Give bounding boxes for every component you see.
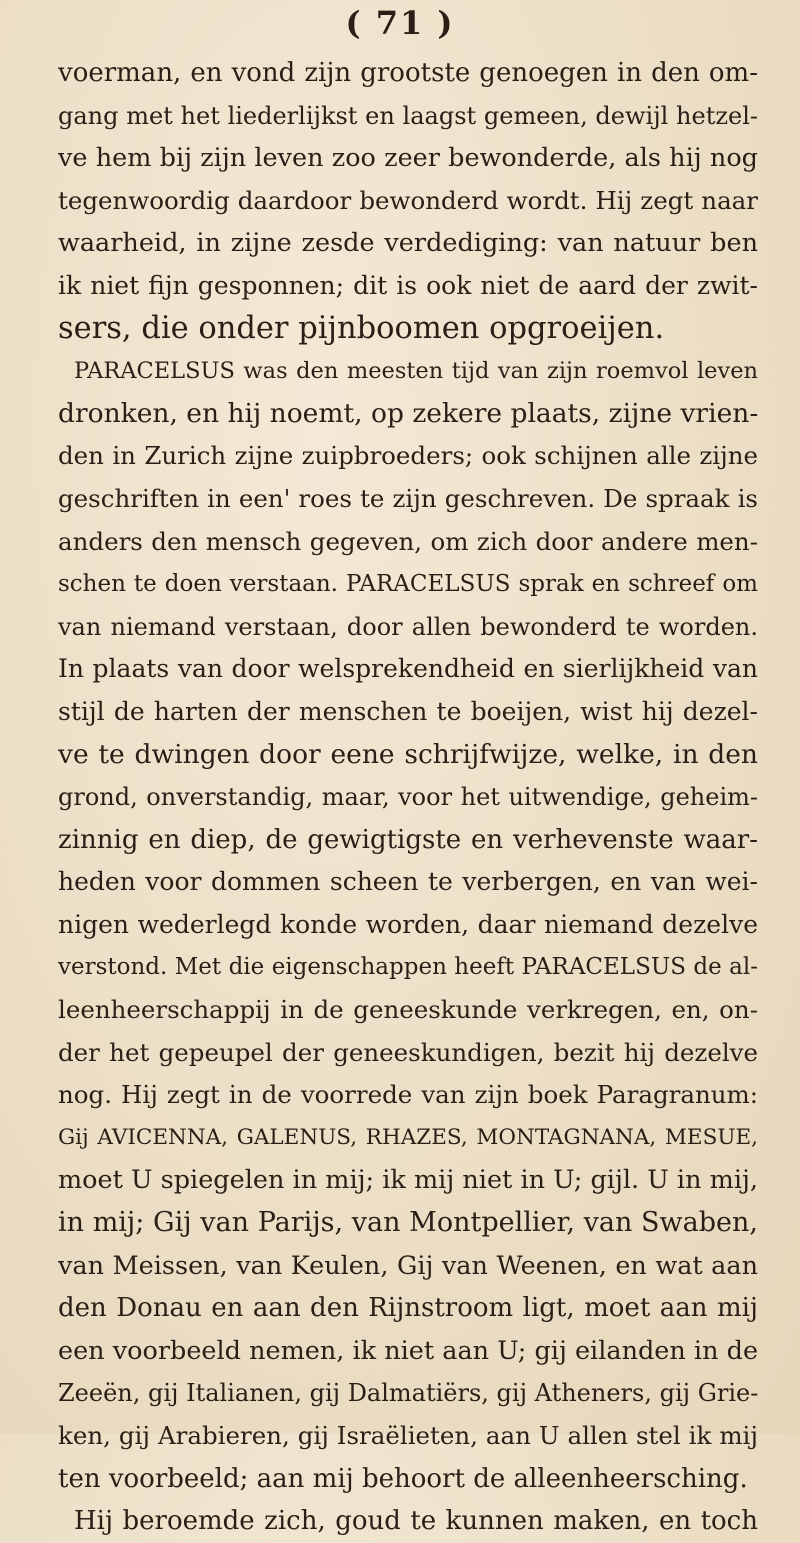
text-line: sers, die onder pijnboomen opgroeijen. [58,310,665,346]
text-line: voerman, en vond zijn grootste genoegen in den om- [58,58,758,88]
text-line: der het gepeupel der geneeskundigen, bezit hij dezelve [58,1037,758,1067]
text-line: moet U spiegelen in mij; ik mij niet in U; gijl. U in mij, [58,1165,758,1196]
text-line: ve te dwingen door eene schrijfwijze, welke, in den [58,738,758,770]
text-line: van niemand verstaan, door allen bewonderd te worden. [58,612,758,641]
text-line: ten voorbeeld; aan mij behoort de alleenheersching. [58,1463,748,1494]
text-line: gang met het liederlijkst en laagst gemeen, dewijl hetzel- [58,101,758,130]
body-text [58,52,758,1543]
text-line: schen te doen verstaan. PARACELSUS sprak en schreef om [58,571,758,598]
text-line: Zeeën, gij Italianen, gij Dalmatiërs, gij Atheners, gij Grie- [58,1379,758,1408]
text-line: ken, gij Arabieren, gij Israëlieten, aan U allen stel ik mij [58,1421,758,1450]
text-line: tegenwoordig daardoor bewonderd wordt. Hij zegt naar [58,185,758,215]
text-line: PARACELSUS was den meesten tijd van zijn roemvol leven [74,358,758,385]
text-line: heden voor dommen scheen te verbergen, en van wei- [58,867,758,897]
text-line: leenheerschappij in de geneeskunde verkregen, en, on- [58,995,758,1025]
text-line: grond, onverstandig, maar, voor het uitwendige, geheim- [58,783,758,812]
text-line: een voorbeeld nemen, ik niet aan U; gij eilanden in de [58,1335,758,1366]
text-line: nigen wederlegd konde worden, daar niemand dezelve [58,909,758,939]
page-number: ( 71 ) [345,4,455,42]
text-line: van Meissen, van Keulen, Gij van Weenen, en wat aan [58,1250,758,1281]
text-line: zinnig en diep, de gewigtigste en verhevenste waar- [58,824,758,855]
text-line: in mij; Gij van Parijs, van Montpellier, van Swaben, [58,1207,758,1239]
text-line: ik niet fijn gesponnen; dit is ook niet de aard der zwit- [58,270,758,300]
text-line: verstond. Met die eigenschappen heeft PARACELSUS de al- [58,954,758,981]
text-line: Hij beroemde zich, goud te kunnen maken, en toch [74,1506,758,1537]
text-line: stijl de harten der menschen te boeijen, wist hij dezel- [58,696,758,726]
text-line: In plaats van door welsprekendheid en sierlijkheid van [58,654,758,684]
text-line: geschriften in een' roes te zijn geschreven. De spraak is [58,483,758,513]
text-line: ve hem bij zijn leven zoo zeer bewonderde, als hij nog [58,143,758,174]
text-line: den in Zurich zijne zuipbroeders; ook schijnen alle zijne [58,441,758,471]
text-line: Gij AVICENNA, GALENUS, RHAZES, MONTAGNANA, MESUE, [58,1124,758,1150]
text-line: waarheid, in zijne zesde verdediging: van natuur ben [58,228,758,259]
text-line: den Donau en aan den Rijnstroom ligt, moet aan mij [58,1293,758,1324]
text-line: dronken, en hij noemt, op zekere plaats, zijne vrien- [58,397,758,429]
text-line: anders den mensch gegeven, om zich door andere men- [58,526,758,556]
text-line: nog. Hij zegt in de voorrede van zijn boek Paragranum: [58,1080,758,1110]
